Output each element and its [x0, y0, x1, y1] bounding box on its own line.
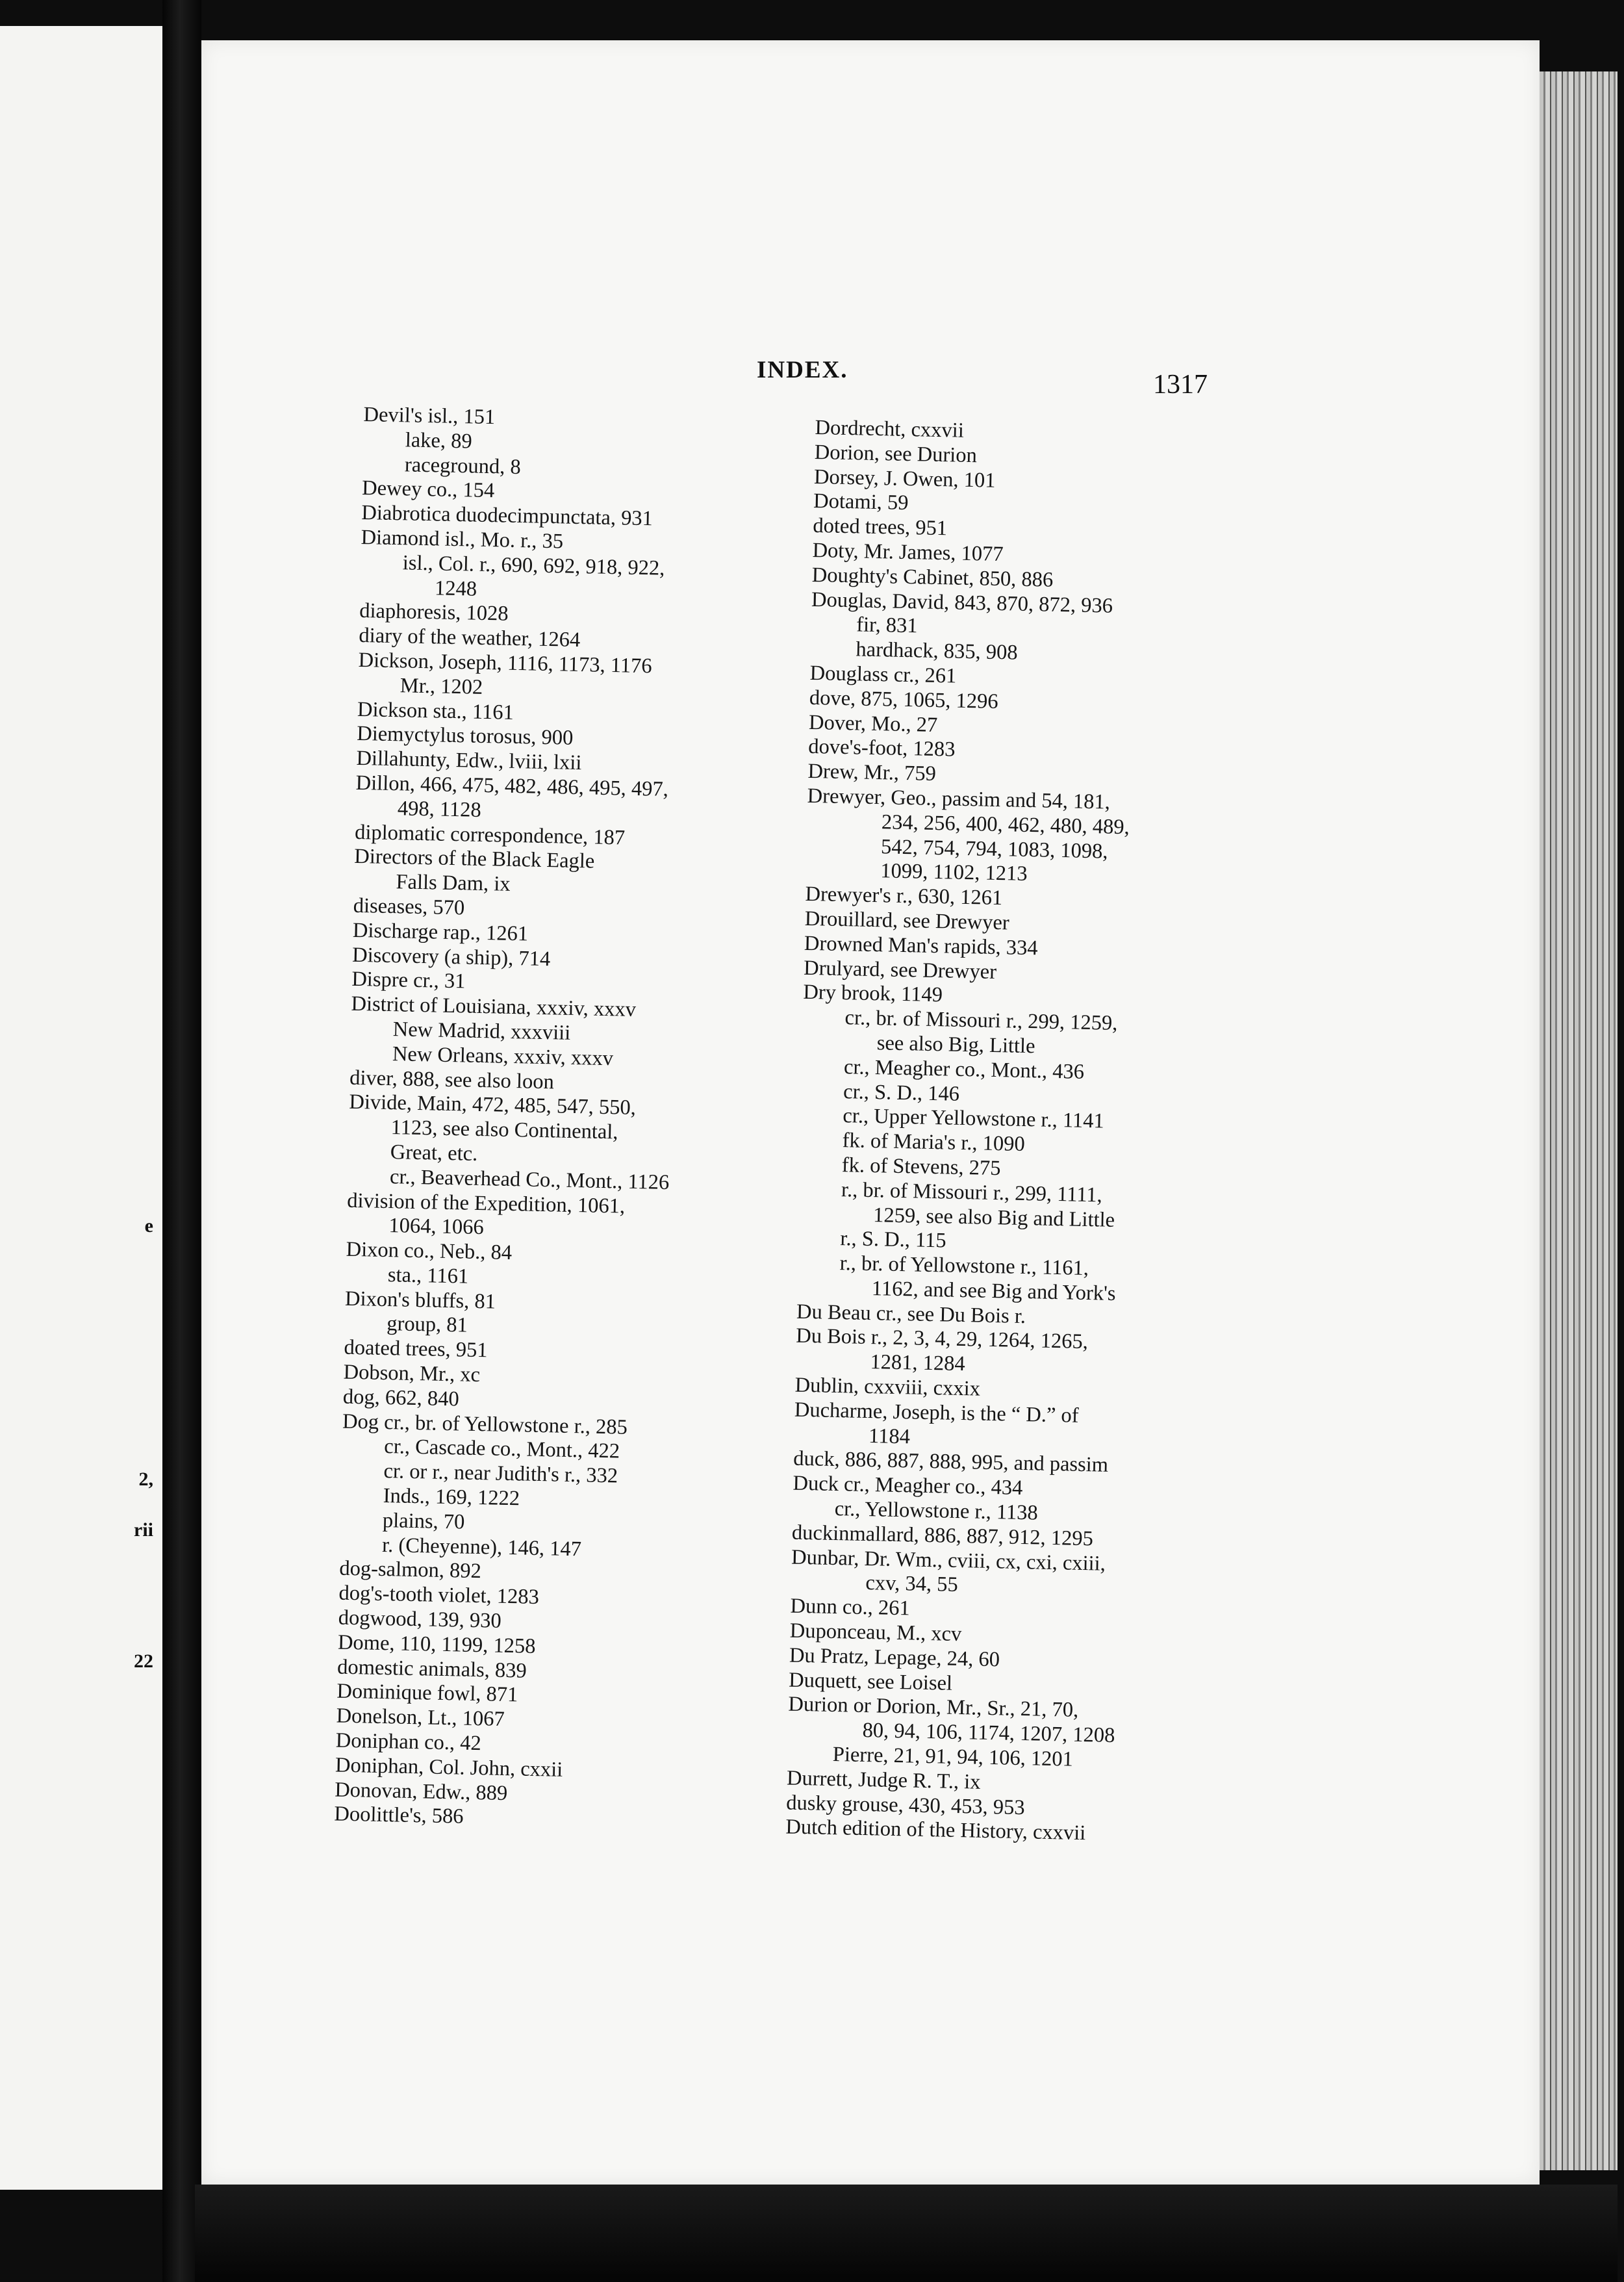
index-entry: Dunn co., 261 — [790, 1594, 911, 1621]
index-entry: Dickson sta., 1161 — [357, 697, 514, 724]
index-entry: Directors of the Black Eagle — [353, 845, 595, 873]
index-column-left — [334, 403, 793, 1836]
index-entry: Drowned Man's rapids, 334 — [804, 931, 1039, 960]
index-entry: Dillon, 466, 475, 482, 486, 495, 497, — [355, 771, 669, 801]
index-entry: lake, 89 — [405, 428, 473, 454]
index-entry: duckinmallard, 886, 887, 912, 1295 — [791, 1520, 1094, 1551]
index-entry: isl., Col. r., 690, 692, 918, 922, — [402, 551, 665, 580]
index-entry: Dorsey, J. Owen, 101 — [813, 465, 996, 493]
index-entry: cr., S. D., 146 — [843, 1079, 960, 1106]
index-entry: dog, 662, 840 — [342, 1385, 460, 1411]
index-entry: group, 81 — [386, 1312, 468, 1338]
index-entry: r., br. of Missouri r., 299, 1111, — [841, 1177, 1103, 1207]
index-entry: see also Big, Little — [876, 1031, 1035, 1058]
index-entry: Doniphan, Col. John, cxxii — [335, 1753, 563, 1782]
index-entry: Duquett, see Loisel — [788, 1668, 953, 1695]
index-entry: 234, 256, 400, 462, 480, 489, — [881, 810, 1130, 840]
facing-page-fragment: 2, — [138, 1468, 153, 1490]
index-entry: Donelson, Lt., 1067 — [336, 1704, 505, 1732]
facing-page-fragment: rii — [134, 1519, 153, 1541]
index-entry: Dobson, Mr., xc — [343, 1360, 481, 1387]
index-entry: Dotami, 59 — [813, 489, 909, 515]
index-entry: doted trees, 951 — [813, 514, 948, 541]
index-entry: Du Pratz, Lepage, 24, 60 — [789, 1643, 1000, 1672]
index-entry: cxv, 34, 55 — [865, 1571, 959, 1597]
index-entry: Diemyctylus torosus, 900 — [356, 722, 574, 750]
index-entry: dog-salmon, 892 — [339, 1557, 482, 1583]
index-entry: Durion or Dorion, Mr., Sr., 21, 70, — [788, 1693, 1079, 1723]
index-entry: Du Beau cr., see Du Bois r. — [796, 1300, 1026, 1328]
index-entry: dusky grouse, 430, 453, 953 — [785, 1791, 1026, 1819]
index-entry: Dry brook, 1149 — [803, 981, 943, 1007]
facing-page-fragment: e — [144, 1215, 153, 1237]
index-entry: 1248 — [434, 576, 477, 601]
index-entry: 80, 94, 106, 1174, 1207, 1208 — [862, 1719, 1115, 1748]
index-entry: Donovan, Edw., 889 — [334, 1778, 508, 1805]
index-entry: Drewyer, Geo., passim and 54, 181, — [807, 784, 1111, 814]
index-entry: 1099, 1102, 1213 — [880, 859, 1028, 886]
index-entry: Duponceau, M., xcv — [789, 1619, 962, 1647]
index-entry: Dixon's bluffs, 81 — [344, 1287, 496, 1314]
index-entry: Dixon co., Neb., 84 — [346, 1237, 513, 1265]
index-entry: Dordrecht, cxxvii — [815, 416, 965, 442]
index-entry: Dewey co., 154 — [361, 476, 495, 503]
index-entry: Inds., 169, 1222 — [383, 1484, 520, 1511]
index-entry: 1064, 1066 — [388, 1214, 485, 1240]
page-stack-edge — [1540, 71, 1618, 2170]
index-entry: Dover, Mo., 27 — [808, 710, 938, 737]
index-entry: r. (Cheyenne), 146, 147 — [381, 1533, 582, 1561]
index-entry: Dog cr., br. of Yellowstone r., 285 — [342, 1409, 628, 1439]
index-entry: plains, 70 — [382, 1508, 465, 1534]
index-entry: Drewyer's r., 630, 1261 — [805, 882, 1003, 910]
index-entry: dove's-foot, 1283 — [807, 735, 956, 762]
index-entry: 1162, and see Big and York's — [871, 1277, 1116, 1305]
index-entry: cr., Beaverhead Co., Mont., 1126 — [389, 1164, 670, 1194]
index-entry: 1123, see also Continental, — [390, 1116, 618, 1144]
index-entry: diaphoresis, 1028 — [359, 599, 509, 626]
index-entry: diver, 888, see also loon — [349, 1066, 555, 1094]
index-entry: Douglas, David, 843, 870, 872, 936 — [811, 587, 1113, 618]
index-entry: diary of the weather, 1264 — [359, 624, 581, 652]
index-entry: 1281, 1284 — [870, 1350, 966, 1376]
index-entry: Dunbar, Dr. Wm., cviii, cx, cxi, cxiii, — [791, 1545, 1106, 1576]
index-entry: New Orleans, xxxiv, xxxv — [392, 1042, 614, 1070]
index-entry: New Madrid, xxxviii — [392, 1018, 571, 1045]
index-entry: Devil's isl., 151 — [363, 403, 496, 429]
index-entry: Dickson, Joseph, 1116, 1173, 1176 — [358, 648, 652, 678]
index-entry: doated trees, 951 — [344, 1335, 488, 1363]
index-entry: diseases, 570 — [353, 893, 465, 920]
index-entry: r., br. of Yellowstone r., 1161, — [839, 1251, 1089, 1281]
index-entry: duck, 886, 887, 888, 995, and passim — [793, 1447, 1109, 1478]
index-entry: Pierre, 21, 91, 94, 106, 1201 — [832, 1743, 1074, 1771]
index-entry: 1259, see also Big and Little — [872, 1203, 1115, 1232]
index-entry: fir, 831 — [856, 613, 919, 638]
index-entry: Doty, Mr. James, 1077 — [812, 538, 1004, 567]
index-entry: 1184 — [868, 1424, 911, 1449]
facing-page-fragment: 22 — [134, 1650, 153, 1672]
index-entry: Dublin, cxxviii, cxxix — [794, 1373, 981, 1401]
index-entry: Great, etc. — [390, 1140, 478, 1166]
index-entry: Ducharme, Joseph, is the “ D.” of — [794, 1398, 1079, 1428]
index-entry: Drulyard, see Drewyer — [803, 956, 997, 984]
index-entry: 498, 1128 — [397, 796, 482, 822]
index-entry: Douglass cr., 261 — [809, 661, 957, 688]
index-column-right — [785, 416, 1224, 1849]
index-entry: Dispre cr., 31 — [351, 968, 466, 994]
index-entry: Dutch edition of the History, cxxvii — [785, 1815, 1086, 1845]
index-entry: Doniphan co., 42 — [335, 1728, 482, 1756]
index-entry: r., S. D., 115 — [840, 1227, 946, 1253]
index-entry: diplomatic correspondence, 187 — [354, 820, 626, 850]
index-entry: Diabrotica duodecimpunctata, 931 — [361, 501, 653, 531]
book-gutter — [162, 0, 201, 2282]
index-entry: Divide, Main, 472, 485, 547, 550, — [349, 1090, 637, 1120]
index-entry: hardhack, 835, 908 — [856, 637, 1018, 665]
index-entry: fk. of Maria's r., 1090 — [842, 1129, 1026, 1157]
index-entry: Drouillard, see Drewyer — [804, 906, 1010, 935]
index-entry: fk. of Stevens, 275 — [841, 1153, 1001, 1181]
index-entry: domestic animals, 839 — [336, 1655, 527, 1683]
index-entry: Discharge rap., 1261 — [352, 918, 529, 946]
index-entry: cr. or r., near Judith's r., 332 — [383, 1459, 618, 1488]
index-entry: Diamond isl., Mo. r., 35 — [361, 525, 564, 554]
index-entry: sta., 1161 — [387, 1263, 469, 1288]
index-entry: cr., br. of Missouri r., 299, 1259, — [844, 1006, 1118, 1036]
running-head: INDEX. — [757, 357, 848, 383]
index-entry: cr., Cascade co., Mont., 422 — [383, 1435, 620, 1464]
index-entry: Doughty's Cabinet, 850, 886 — [811, 563, 1054, 592]
index-entry: Du Bois r., 2, 3, 4, 29, 1264, 1265, — [795, 1324, 1089, 1354]
index-entry: division of the Expedition, 1061, — [346, 1188, 626, 1218]
index-entry: dove, 875, 1065, 1296 — [809, 686, 998, 713]
index-entry: Discovery (a ship), 714 — [351, 943, 551, 971]
index-entry: Dominique fowl, 871 — [336, 1680, 518, 1707]
index-entry: Dillahunty, Edw., lviii, lxii — [356, 747, 582, 775]
index-entry: cr., Yellowstone r., 1138 — [834, 1497, 1039, 1525]
page-number: 1317 — [1153, 370, 1208, 400]
index-entry: District of Louisiana, xxxiv, xxxv — [351, 992, 637, 1022]
index-entry: Dome, 110, 1199, 1258 — [337, 1630, 536, 1658]
facing-page-edge — [0, 26, 162, 2190]
index-entry: Doolittle's, 586 — [334, 1802, 464, 1829]
index-entry: Dorion, see Durion — [814, 440, 978, 468]
index-entry: dog's-tooth violet, 1283 — [338, 1581, 540, 1609]
index-entry: dogwood, 139, 930 — [338, 1606, 502, 1633]
index-entry: Drew, Mr., 759 — [807, 760, 937, 786]
index-entry: Falls Dam, ix — [396, 870, 511, 897]
index-entry: 542, 754, 794, 1083, 1098, — [880, 834, 1108, 864]
index-entry: Mr., 1202 — [400, 674, 483, 699]
index-entry: raceground, 8 — [404, 452, 522, 479]
scan-bottom-shadow — [195, 2185, 1618, 2282]
index-entry: cr., Upper Yellowstone r., 1141 — [843, 1104, 1105, 1133]
index-entry: Duck cr., Meagher co., 434 — [793, 1471, 1023, 1500]
index-entry: Durrett, Judge R. T., ix — [786, 1766, 981, 1794]
index-entry: cr., Meagher co., Mont., 436 — [843, 1055, 1085, 1084]
